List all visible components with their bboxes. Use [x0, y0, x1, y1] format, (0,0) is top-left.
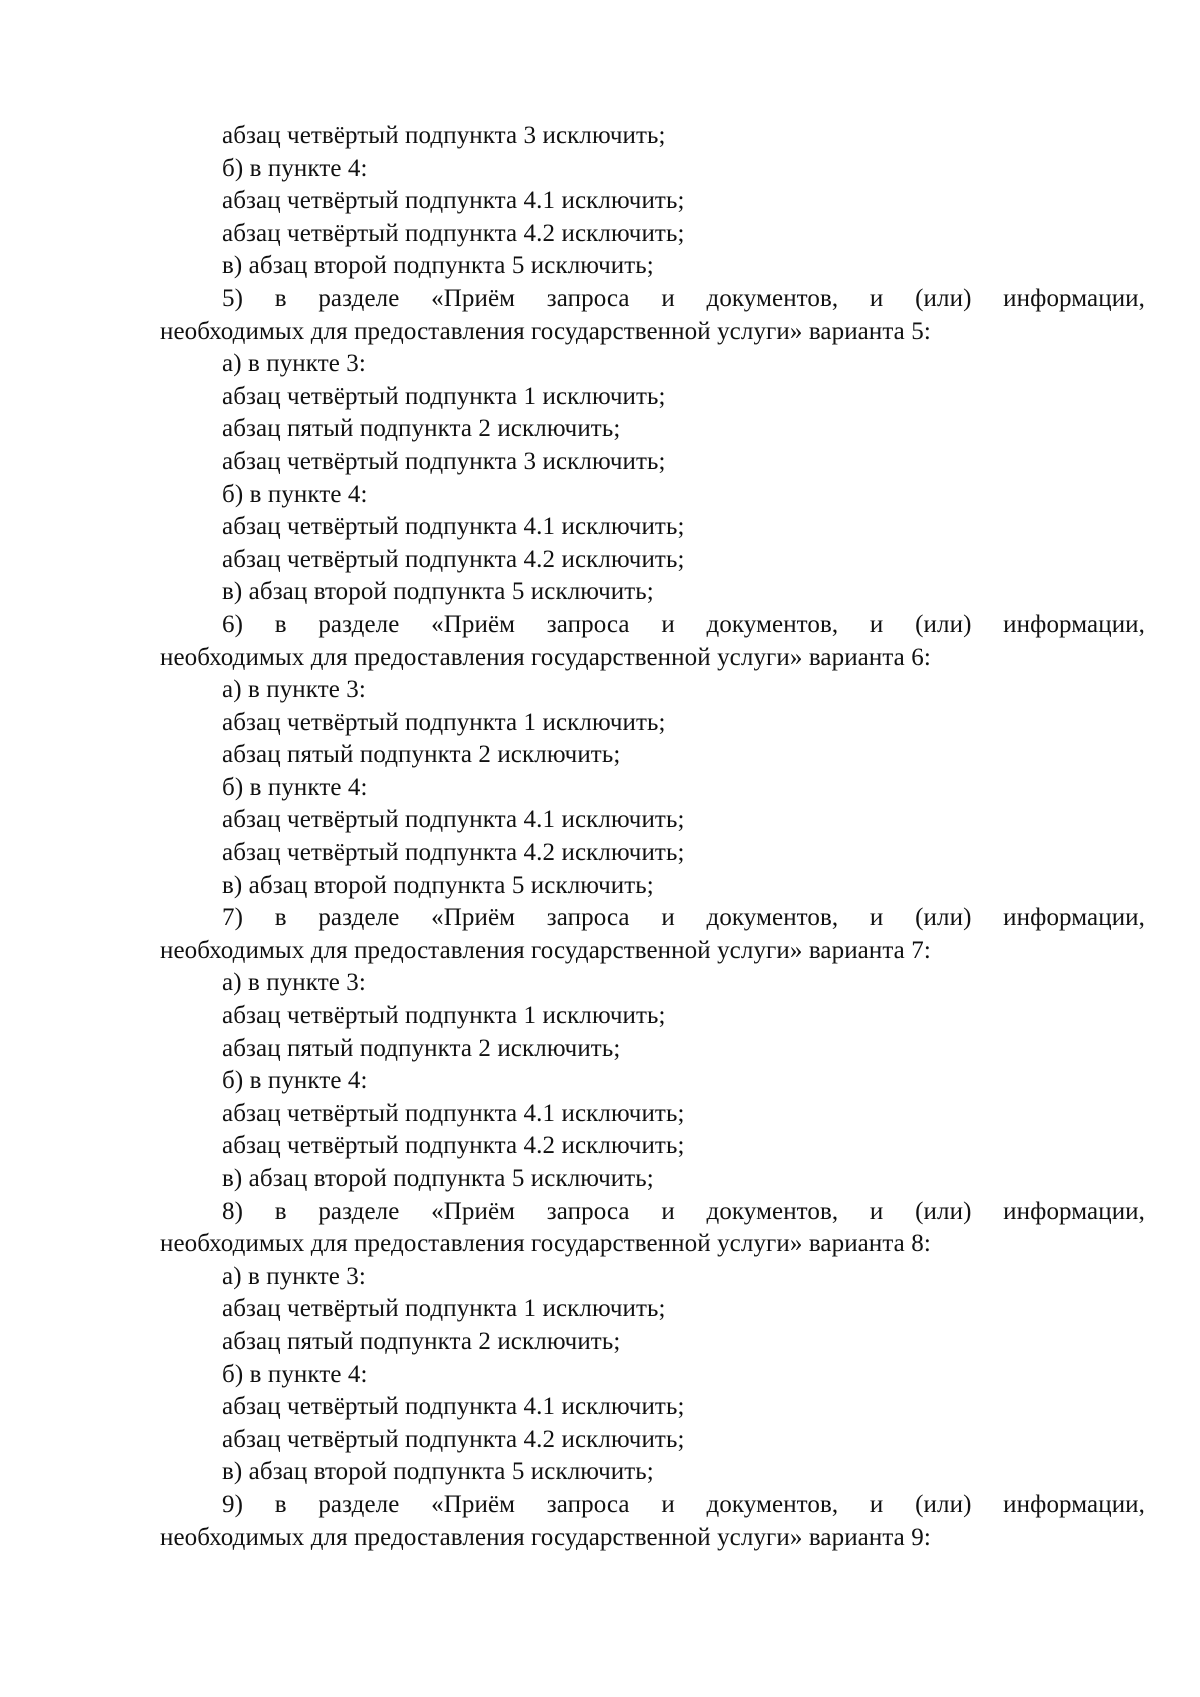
text-line: а) в пункте 3: — [222, 969, 366, 997]
text-line: а) в пункте 3: — [222, 676, 366, 704]
text-line: а) в пункте 3: — [222, 1262, 366, 1290]
text-line: абзац четвёртый подпункта 4.2 исключить; — [222, 219, 685, 247]
text-line: абзац четвёртый подпункта 3 исключить; — [222, 122, 666, 149]
section-heading-line: 5) в разделе «Приём запроса и документов, и (или) информации, — [222, 284, 1145, 312]
section-heading-continuation: необходимых для предоставления государственной услуги» варианта 5: — [160, 317, 931, 345]
text-line: б) в пункте 4: — [222, 773, 368, 801]
text-line: в) абзац второй подпункта 5 исключить; — [222, 578, 654, 606]
text-line: в) абзац второй подпункта 5 исключить; — [222, 1165, 654, 1192]
text-line: абзац четвёртый подпункта 4.2 исключить; — [222, 1425, 685, 1453]
text-line: абзац четвёртый подпункта 3 исключить; — [222, 447, 666, 475]
text-line: абзац четвёртый подпункта 4.1 исключить; — [222, 187, 685, 215]
section-heading-line: 7) в разделе «Приём запроса и документов, и (или) информации, — [222, 904, 1145, 932]
section-heading-line: 8) в разделе «Приём запроса и документов, и (или) информации, — [222, 1197, 1145, 1225]
text-line: абзац пятый подпункта 2 исключить; — [222, 741, 621, 769]
section-heading-line: 6) в разделе «Приём запроса и документов, и (или) информации, — [222, 610, 1145, 638]
text-line: абзац четвёртый подпункта 1 исключить; — [222, 708, 666, 736]
text-line: б) в пункте 4: — [222, 154, 368, 182]
text-line: абзац пятый подпункта 2 исключить; — [222, 1327, 621, 1355]
text-line: абзац четвёртый подпункта 4.1 исключить; — [222, 1099, 685, 1127]
section-heading-continuation: необходимых для предоставления государственной услуги» варианта 7: — [160, 936, 931, 964]
section-heading-continuation: необходимых для предоставления государственной услуги» варианта 9: — [160, 1523, 931, 1551]
text-line: б) в пункте 4: — [222, 1067, 368, 1095]
text-line: абзац четвёртый подпункта 4.1 исключить; — [222, 513, 685, 541]
text-line: абзац четвёртый подпункта 4.1 исключить; — [222, 1393, 685, 1421]
text-line: в) абзац второй подпункта 5 исключить; — [222, 1458, 654, 1486]
section-heading-line: 9) в разделе «Приём запроса и документов, и (или) информации, — [222, 1490, 1145, 1518]
section-heading-continuation: необходимых для предоставления государственной услуги» варианта 8: — [160, 1230, 931, 1258]
text-line: в) абзац второй подпункта 5 исключить; — [222, 252, 654, 280]
text-line: абзац четвёртый подпункта 4.2 исключить; — [222, 545, 685, 573]
text-line: абзац четвёртый подпункта 1 исключить; — [222, 1295, 666, 1323]
text-line: абзац четвёртый подпункта 1 исключить; — [222, 382, 666, 410]
text-line: б) в пункте 4: — [222, 480, 368, 508]
text-line: а) в пункте 3: — [222, 350, 366, 378]
text-line: абзац четвёртый подпункта 1 исключить; — [222, 1002, 666, 1030]
section-heading-continuation: необходимых для предоставления государственной услуги» варианта 6: — [160, 643, 931, 671]
text-line: абзац пятый подпункта 2 исключить; — [222, 1034, 621, 1062]
text-line: абзац четвёртый подпункта 4.2 исключить; — [222, 839, 685, 867]
document-body — [160, 120, 1145, 1554]
text-line: абзац пятый подпункта 2 исключить; — [222, 415, 621, 443]
text-line: б) в пункте 4: — [222, 1360, 368, 1388]
text-line: в) абзац второй подпункта 5 исключить; — [222, 871, 654, 899]
text-line: абзац четвёртый подпункта 4.1 исключить; — [222, 806, 685, 834]
text-line: абзац четвёртый подпункта 4.2 исключить; — [222, 1132, 685, 1160]
